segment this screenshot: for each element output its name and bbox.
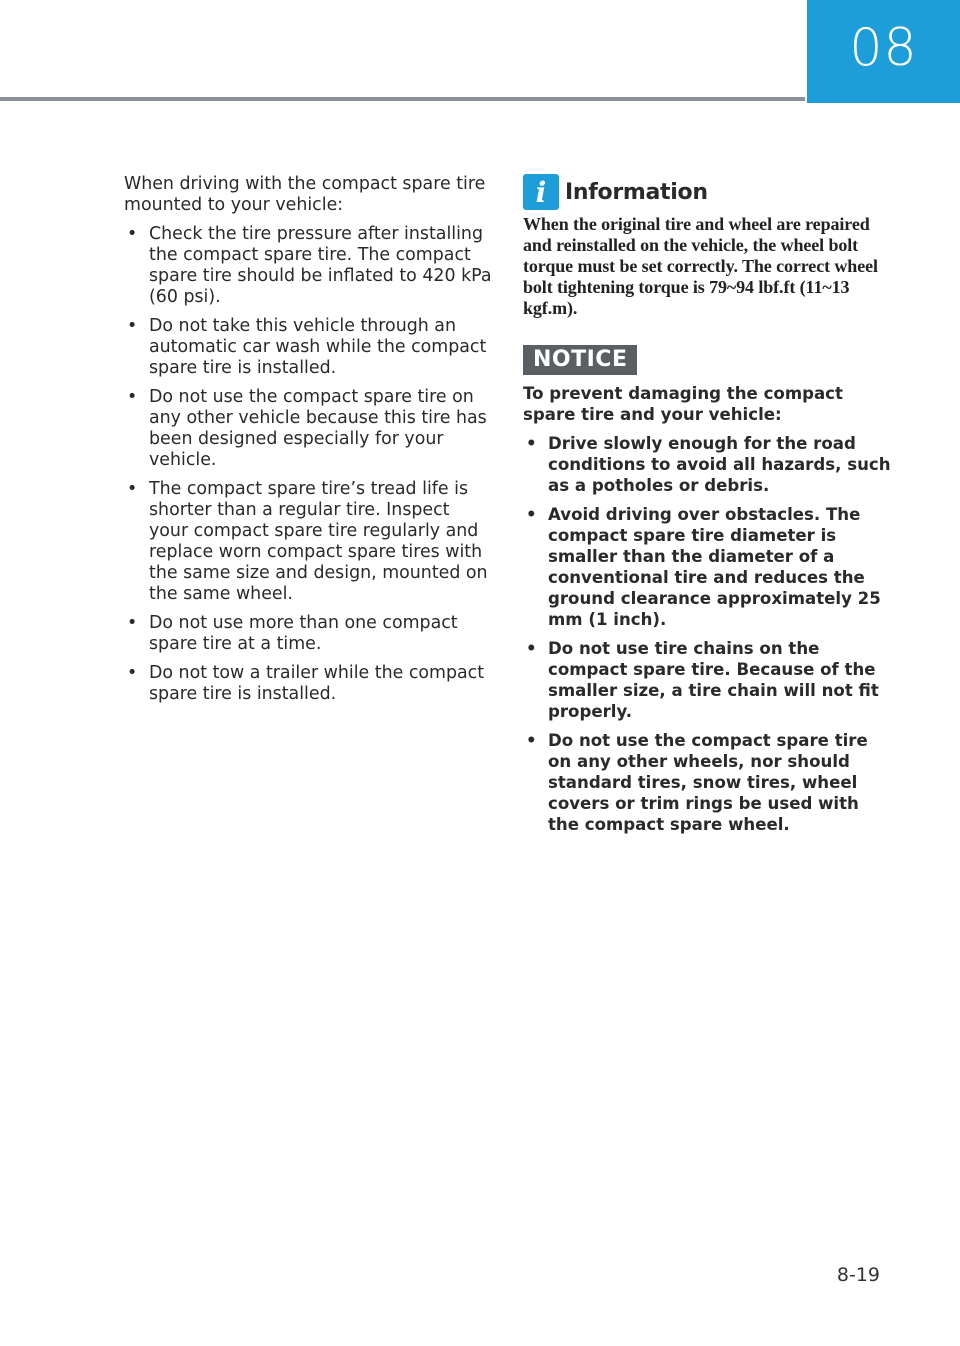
list-item xyxy=(523,433,893,496)
list-item-text: Do not tow a trailer while the compact spare tire is installed. xyxy=(149,663,485,704)
list-item-text: Do not use the compact spare tire on any other vehicle because this tire has been designed especially for your vehicle. xyxy=(149,387,487,470)
notice-intro: To prevent damaging the compact spare tire and your vehicle: xyxy=(523,384,843,424)
bullet-icon: • xyxy=(526,731,537,750)
list-item-text: Do not use the compact spare tire on any other wheels, nor should standard tires, snow tires, wheel covers or trim rings be used with the compact spare wheel. xyxy=(548,731,868,834)
list-item-text: Do not use more than one compact spare tire at a time. xyxy=(149,613,458,654)
list-item-text: Avoid driving over obstacles. The compact spare tire diameter is smaller than the diameter of a conventional tire and reduces the ground clearance approximately 25 mm (1 inch). xyxy=(548,505,881,629)
bullet-icon: • xyxy=(127,613,138,633)
info-icon: i xyxy=(523,174,559,210)
list-item-text: Drive slowly enough for the road conditions to avoid all hazards, such as a potholes or debris. xyxy=(548,434,891,495)
list-item xyxy=(523,730,893,835)
bullet-icon: • xyxy=(526,505,537,524)
page-number: 8-19 xyxy=(836,1264,880,1286)
information-body: When the original tire and wheel are repaired and reinstalled on the vehicle, the wheel bolt torque must be set correctly. The correct wheel bolt tightening torque is 79~94 lbf.ft (11~13 kgf.m). xyxy=(523,214,878,318)
notice-block xyxy=(523,383,893,835)
list-item-text: Do not use tire chains on the compact spare tire. Because of the smaller size, a tire chain will not fit properly. xyxy=(548,639,879,721)
information-header xyxy=(523,172,893,212)
list-item xyxy=(523,638,893,722)
left-column xyxy=(124,174,492,713)
bullet-icon: • xyxy=(127,316,138,336)
list-item xyxy=(523,504,893,630)
bullet-icon: • xyxy=(526,639,537,658)
list-item xyxy=(124,224,492,308)
bullet-icon: • xyxy=(127,224,138,244)
list-item-text: Do not take this vehicle through an automatic car wash while the compact spare tire is installed. xyxy=(149,316,487,378)
header-rule xyxy=(0,97,805,101)
list-item xyxy=(124,479,492,605)
list-item-text: Check the tire pressure after installing the compact spare tire. The compact spare tire should be inflated to 420 kPa (60 psi). xyxy=(149,224,492,307)
bullet-icon: • xyxy=(127,663,138,683)
spare-tire-bullet-list xyxy=(124,224,492,705)
chapter-tab xyxy=(807,0,960,103)
notice-bullet-list xyxy=(523,433,893,835)
list-item xyxy=(124,663,492,705)
list-item-text: The compact spare tire’s tread life is shorter than a regular tire. Inspect your compact spare tire regularly and replace worn compact spare tires with the same size and design, mounted on the same wheel. xyxy=(149,479,488,604)
bullet-icon: • xyxy=(127,387,138,407)
bullet-icon: • xyxy=(526,434,537,453)
intro-paragraph: When driving with the compact spare tire mounted to your vehicle: xyxy=(124,174,486,215)
bullet-icon: • xyxy=(127,479,138,499)
list-item xyxy=(124,316,492,379)
information-title: Information xyxy=(565,179,708,205)
chapter-number: 08 xyxy=(849,17,918,78)
list-item xyxy=(124,613,492,655)
notice-badge: NOTICE xyxy=(523,345,637,375)
right-column xyxy=(523,172,893,843)
list-item xyxy=(124,387,492,471)
